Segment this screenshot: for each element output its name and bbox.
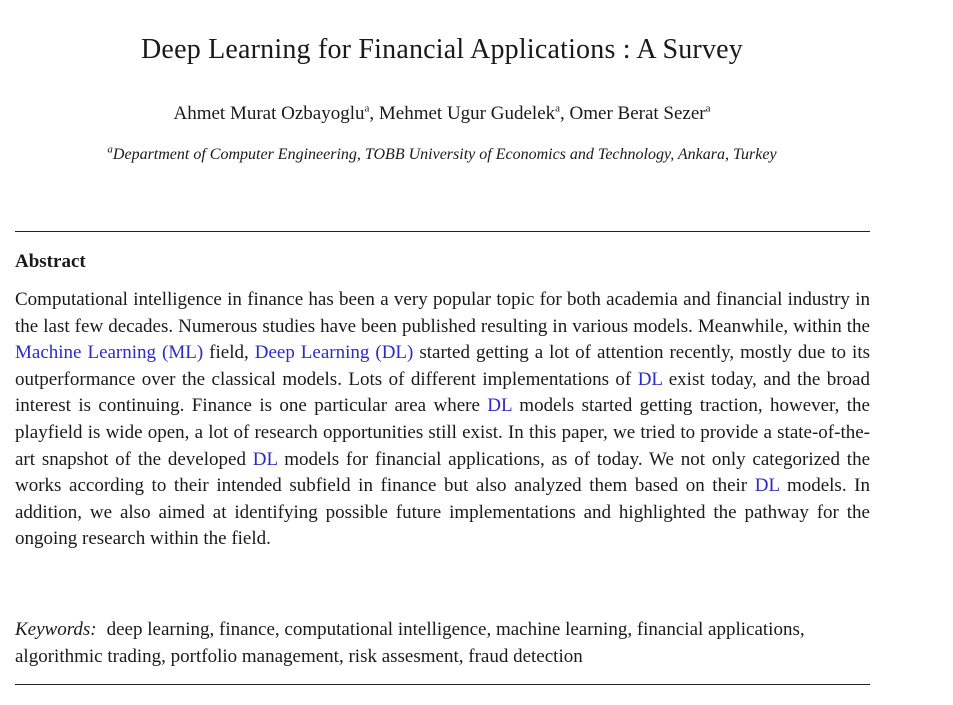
author-affiliation-mark: a [364,102,370,115]
keywords-text: deep learning, finance, computational intelligence, machine learning, financial applications, algorithmic trading, portfolio management, risk assesment, fraud detection [15,619,805,667]
acronym-link[interactable]: Machine Learning (ML) [15,342,204,364]
acronym-link[interactable]: DL [754,475,780,497]
bottom-rule [15,684,870,685]
author-affiliation-mark: a [555,102,561,115]
abstract-text: models started getting traction, however, the playfield is wide open, a lot of research opportunities still exist. In this paper, we tried to provide a state-of-the-art snapshot of the developed [15,395,870,470]
abstract-body [15,287,870,553]
paper-title: Deep Learning for Financial Applications : A Survey [141,34,743,65]
affiliation-mark: a [107,143,113,156]
abstract-text: models. In addition, we also aimed at identifying possible future implementations and highlighted the pathway for the ongoing research within the field. [15,475,871,550]
abstract-heading: Abstract [15,251,86,272]
acronym-link[interactable]: Deep Learning (DL) [254,342,414,364]
author-list [0,103,884,125]
author-name: Omer Berat Sezer [569,103,706,124]
affiliation-text: Department of Computer Engineering, TOBB University of Economics and Technology, Ankara, Turkey [112,146,777,163]
abstract-text: field, [203,342,255,364]
author-name: Ahmet Murat Ozbayoglu [173,103,365,124]
abstract-text: Computational intelligence in finance has been a very popular topic for both academia and financial industry in the last few decades. Numerous studies have been published resulting in various models. Meanwhile, within the [15,289,870,337]
author-separator: , [369,103,379,124]
keywords-label: Keywords: [15,619,97,640]
author-separator: , [560,103,570,124]
abstract-text: started getting a lot of attention recently, mostly due to its outperformance over the classical models. Lots of different implementations of [15,342,870,390]
top-rule [15,231,870,232]
affiliation [0,143,884,164]
keywords-block [15,616,870,670]
abstract-text: models for financial applications, as of today. We not only categorized the works according to their intended subfield in finance but also analyzed them based on their [15,448,871,497]
author-name: Mehmet Ugur Gudelek [378,103,556,124]
acronym-link[interactable]: DL [487,395,512,417]
abstract-text: exist today, and the broad interest is continuing. Finance is one particular area where [15,368,870,417]
author-affiliation-mark: a [705,102,711,115]
acronym-link[interactable]: DL [252,448,278,470]
acronym-link[interactable]: DL [637,368,663,390]
